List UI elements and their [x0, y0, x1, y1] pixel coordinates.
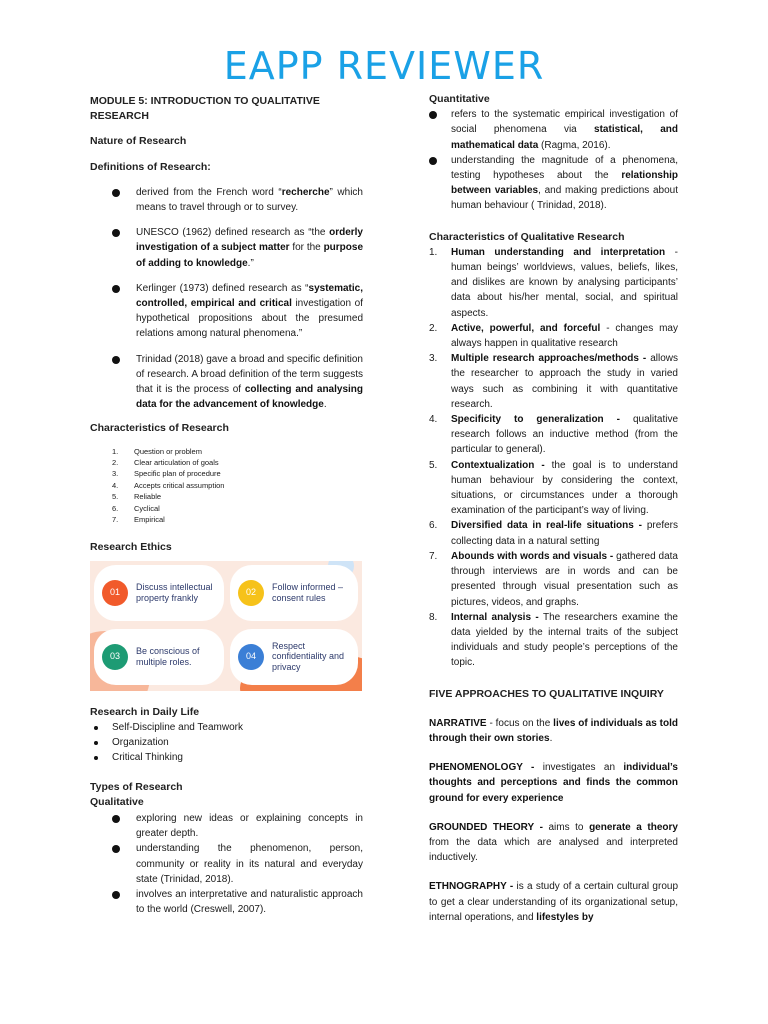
- list-item: 2. Active, powerful, and forceful - changes may always happen in qualitative research: [429, 322, 678, 350]
- list-item: Critical Thinking: [90, 750, 363, 765]
- list-item: derived from the French word “recherche” which means to travel through or to survey.: [90, 185, 363, 215]
- grounded-theory-paragraph: GROUNDED THEORY - aims to generate a theory from the data which are analysed and interpreted inductively.: [429, 821, 678, 864]
- ethics-card-1: 01 Discuss intellectual property frankly: [94, 565, 224, 621]
- list-item: 2. Clear articulation of goals: [112, 458, 219, 468]
- list-item: 3. Specific plan of procedure: [112, 469, 221, 479]
- ethics-card-2: 02 Follow informed – consent rules: [230, 565, 358, 621]
- list-item: Organization: [90, 735, 363, 750]
- nature-heading: Nature of Research: [90, 135, 187, 148]
- list-item: 7. Empirical: [112, 515, 165, 525]
- bullet-icon: [112, 285, 120, 293]
- cq-heading: Characteristics of Qualitative Research: [429, 230, 625, 243]
- bullet-icon: [112, 229, 120, 237]
- list-item: involves an interpretative and naturalistic approach to the world (Creswell, 2007).: [90, 887, 363, 917]
- ethics-card-4: 04 Respect confidentiality and privacy: [230, 629, 358, 685]
- qualitative-heading: Qualitative: [90, 795, 144, 808]
- bullet-icon: [429, 111, 437, 119]
- list-item: 7. Abounds with words and visuals - gathered data through interviews are in words and can be presented through visual presentation such as pictures, videos, and graphs.: [429, 550, 678, 608]
- ethics-heading: Research Ethics: [90, 540, 172, 553]
- list-item: refers to the systematic empirical investigation of social phenomena via statistical, and mathematical data (Ragma, 2016).: [429, 107, 678, 153]
- list-item: 8. Internal analysis - The researchers examine the data yielded by the internal traits of the subject individuals and study people’s perceptions of the topic.: [429, 611, 678, 669]
- ethnography-paragraph: ETHNOGRAPHY - is a study of a certain cultural group to get a clear understanding of its organizational setup, internal operations, and lifestyles by: [429, 881, 678, 923]
- bullet-icon: [94, 756, 98, 760]
- characteristics-list: [90, 446, 363, 526]
- list-item: exploring new ideas or explaining concepts in greater depth.: [90, 811, 363, 841]
- phenomenology-paragraph: PHENOMENOLOGY - investigates an individual’s thoughts and perceptions and finds the common ground for every experience: [429, 762, 678, 804]
- number-badge: 01: [102, 580, 128, 606]
- bullet-icon: [94, 726, 98, 730]
- characteristics-heading: Characteristics of Research: [90, 422, 229, 435]
- module-heading: MODULE 5: INTRODUCTION TO QUALITATIVE RESEARCH: [90, 95, 320, 123]
- list-item: 6. Diversified data in real-life situations - prefers collecting data in a natural setting: [429, 520, 678, 547]
- list-item: 3. Multiple research approaches/methods - allows the researcher to approach the study in varied ways such as combining it with quantitative research.: [429, 353, 678, 410]
- bullet-icon: [112, 189, 120, 197]
- list-item: 1. Human understanding and interpretation - human beings’ worldviews, values, beliefs, likes, and dislikes are known by analysing participants’ data about his/her mental, social, and spiritual aspects.: [429, 246, 678, 319]
- types-heading: Types of Research: [90, 780, 183, 793]
- bullet-icon: [112, 845, 120, 853]
- list-item: 4. Specificity to generalization - qualitative research follows an inductive method (from the particular to general).: [429, 414, 678, 456]
- definitions-list: [90, 185, 363, 413]
- page-title: EAPP REVIEWER: [223, 44, 545, 88]
- bullet-icon: [429, 157, 437, 165]
- list-item: 5. Contextualization - the goal is to understand human behaviour by considering the context, situations, or circumstances under a thorough examination of the participant’s way of living.: [429, 459, 678, 517]
- definitions-heading: Definitions of Research:: [90, 160, 211, 173]
- number-badge: 04: [238, 644, 264, 670]
- five-approaches-heading: FIVE APPROACHES TO QUALITATIVE INQUIRY: [429, 687, 664, 700]
- ethics-card-3: 03 Be conscious of multiple roles.: [94, 629, 224, 685]
- list-item: understanding the magnitude of a phenomena, testing hypotheses about the relationship between variables, and making predictions about human behaviour ( Trinidad, 2018).: [429, 153, 678, 214]
- bullet-icon: [112, 815, 120, 823]
- daily-list: [90, 720, 363, 766]
- list-item: UNESCO (1962) defined research as “the orderly investigation of a subject matter for the purpose of adding to knowledge.”: [90, 225, 363, 271]
- bullet-icon: [112, 356, 120, 364]
- list-item: Self-Discipline and Teamwork: [90, 720, 363, 735]
- list-item: 1. Question or problem: [112, 446, 202, 456]
- right-column: [429, 92, 678, 925]
- qualitative-list: [90, 811, 363, 917]
- list-item: 4. Accepts critical assumption: [112, 480, 225, 490]
- bullet-icon: [112, 891, 120, 899]
- narrative-paragraph: NARRATIVE - focus on the lives of individuals as told through their own stories.: [429, 717, 678, 744]
- bullet-icon: [94, 741, 98, 745]
- number-badge: 02: [238, 580, 264, 606]
- quantitative-list: [429, 107, 678, 213]
- number-badge: 03: [102, 644, 128, 670]
- left-column: [90, 94, 363, 917]
- list-item: 5. Reliable: [112, 492, 162, 502]
- list-item: understanding the phenomenon, person, community or reality in its natural and everyday state (Trinidad, 2018).: [90, 841, 363, 887]
- list-item: Kerlinger (1973) defined research as “systematic, controlled, empirical and critical investigation of hypothetical propositions about the presumed relations among natural phenomena.”: [90, 281, 363, 342]
- ethics-graphic: [90, 561, 362, 691]
- list-item: 6. Cyclical: [112, 503, 160, 513]
- daily-heading: Research in Daily Life: [90, 705, 200, 718]
- list-item: Trinidad (2018) gave a broad and specific definition of research. A broad definition of the term suggests that it is the process of collecting and analysing data for the advancement of knowledge.: [90, 352, 363, 413]
- quantitative-heading: Quantitative: [429, 93, 490, 105]
- cq-list: [429, 245, 678, 671]
